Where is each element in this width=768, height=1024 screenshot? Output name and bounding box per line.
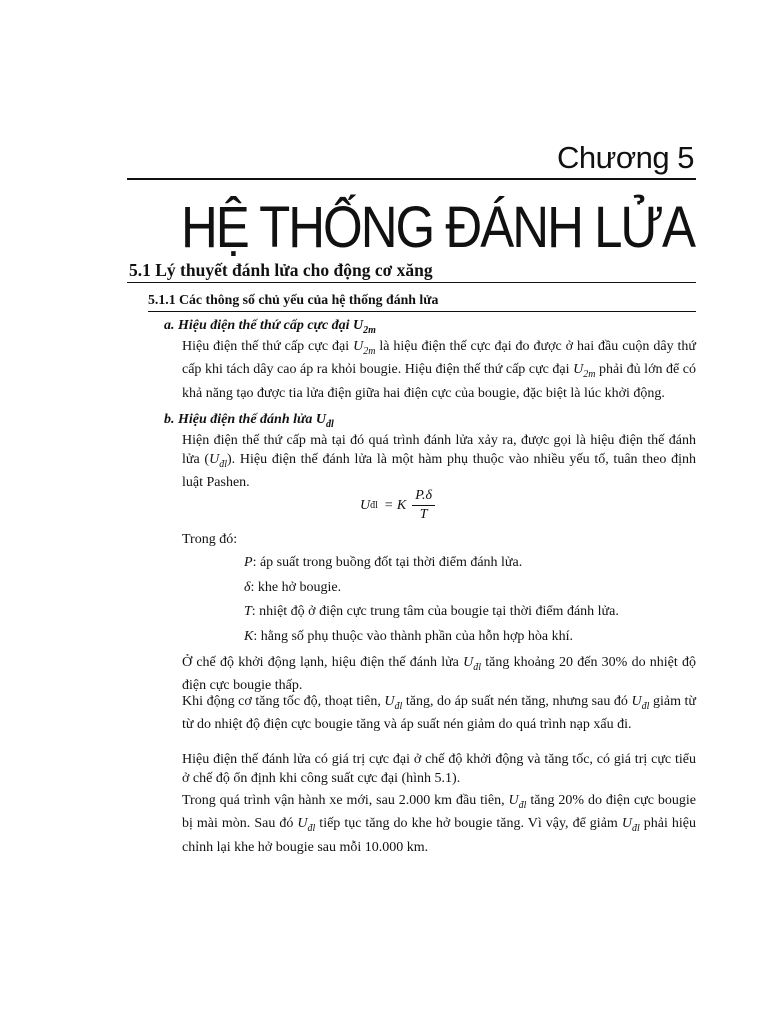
paragraph-maintenance: Trong quá trình vận hành xe mới, sau 2.000 km đầu tiên, $U_{đl}$ tăng 20% do điện cực bougie bị mài mòn. Sau đó $U_{đl}$ tiếp tục tăng do khe hở bougie tăng. Vì vậy, để giảm $U_{đl}$ phải hiệu chỉnh lại khe hở bougie sau mỗi 10.000 km. <box>182 793 696 855</box>
paragraph-cold-start: Ở chế độ khởi động lạnh, hiệu điện thế đánh lửa $U_{đl}$ tăng khoảng 20 đến 30% do nhiệt độ điện cực bougie thấp. <box>182 655 697 694</box>
legend-row-k: K: hằng số phụ thuộc vào thành phần của hỗn hợp hòa khí. <box>244 629 573 644</box>
chapter-rule <box>127 178 696 180</box>
section-title: 5.1 Lý thuyết đánh lửa cho động cơ xăng <box>129 260 433 280</box>
item-a-paragraph: Hiệu điện thế thứ cấp cực đại $U_{2m}$ là hiệu điện thế cực đại đo được ở hai đầu cuộn dây thứ cấp khi tách dây cao áp ra khỏi bougie. Hiệu điện thế thứ cấp cực đại $U_{2m}$ phải đủ lớn để có khả năng tạo được tia lửa điện giữa hai điện cực của bougie, đặc biệt là lúc khởi động. <box>182 339 696 401</box>
section-rule <box>127 282 696 283</box>
item-b-heading: b. Hiệu điện thế đánh lửa $U_{đl}$ <box>164 412 334 430</box>
item-b-paragraph: Hiện điện thế thứ cấp mà tại đó quá trình đánh lửa xảy ra, được gọi là hiệu điện thế đánh lửa $(U_{đl})$. Hiệu điện thế đánh lửa là một hàm phụ thuộc vào nhiều yếu tố, tuân theo định luật Pashen. <box>182 433 696 490</box>
subsection-title: 5.1.1 Các thông số chủ yếu của hệ thống đánh lửa <box>148 292 439 307</box>
item-a-heading: a. Hiệu điện thế thứ cấp cực đại $U_{2m}$ <box>164 318 376 336</box>
where-label: Trong đó: <box>182 532 238 547</box>
subsection-rule <box>148 311 696 312</box>
paragraph-acceleration: Khi động cơ tăng tốc độ, thoạt tiên, $U_{đl}$ tăng, do áp suất nén tăng, nhưng sau đó $U_{đl}$ giảm từ từ do nhiệt độ điện cực bougie tăng và áp suất nén giảm do quá trình nạp xấu đi. <box>182 694 697 733</box>
paragraph-max-min: Hiệu điện thế đánh lửa có giá trị cực đại ở chế độ khởi động và tăng tốc, có giá trị cực tiểu ở chế độ ổn định khi công suất cực đại (hình 5.1). <box>182 752 696 786</box>
chapter-label: Chương 5 <box>556 140 694 175</box>
legend-row-t: T: nhiệt độ ở điện cực trung tâm của bougie tại thời điểm đánh lửa. <box>244 604 619 619</box>
legend-row-p: P: áp suất trong buồng đốt tại thời điểm đánh lửa. <box>244 555 523 570</box>
pashen-formula: U đl = K $\frac{P.\delta}{T}$ <box>360 488 435 523</box>
legend-row-delta: δ: khe hở bougie. <box>244 580 342 595</box>
chapter-title: HỆ THỐNG ĐÁNH LỬA <box>180 194 694 260</box>
